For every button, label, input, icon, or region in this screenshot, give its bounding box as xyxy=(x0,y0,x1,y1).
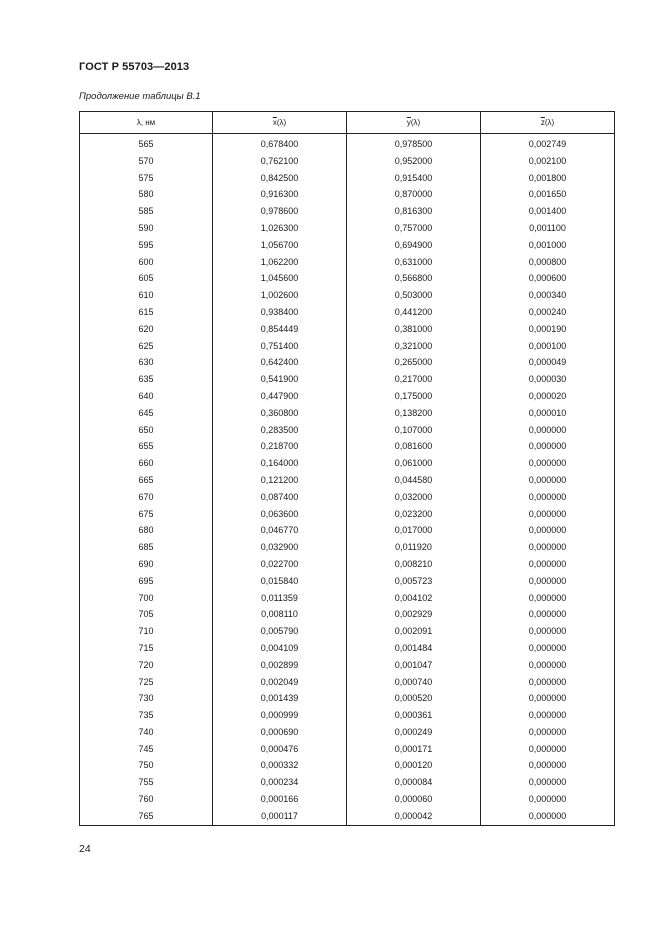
cell-y-bar: 0,000084 xyxy=(347,774,481,791)
table-row xyxy=(80,254,615,271)
cell-wavelength: 690 xyxy=(80,556,213,573)
cell-y-bar: 0,017000 xyxy=(347,522,481,539)
cell-x-bar: 0,015840 xyxy=(213,573,347,590)
cell-x-bar: 0,000117 xyxy=(213,808,347,825)
cell-wavelength: 745 xyxy=(80,741,213,758)
cell-wavelength: 660 xyxy=(80,455,213,472)
cell-z-bar: 0,000000 xyxy=(481,791,615,808)
col-header-z xyxy=(481,112,615,134)
table-row xyxy=(80,237,615,254)
cell-z-bar: 0,000000 xyxy=(481,657,615,674)
cell-y-bar: 0,008210 xyxy=(347,556,481,573)
cell-z-bar: 0,000000 xyxy=(481,522,615,539)
cell-wavelength: 725 xyxy=(80,674,213,691)
table-body xyxy=(80,134,615,826)
cell-y-bar: 0,002091 xyxy=(347,623,481,640)
col-header-x-symbol: $\overline{x}$ xyxy=(272,118,277,127)
cell-y-bar: 0,816300 xyxy=(347,203,481,220)
table-row xyxy=(80,573,615,590)
cell-x-bar: 1,062200 xyxy=(213,254,347,271)
cell-y-bar: 0,004102 xyxy=(347,590,481,607)
table-header-row xyxy=(80,112,615,134)
cell-x-bar: 0,000332 xyxy=(213,757,347,774)
cell-z-bar: 0,000000 xyxy=(481,539,615,556)
cell-y-bar: 0,000249 xyxy=(347,724,481,741)
cell-z-bar: 0,000000 xyxy=(481,455,615,472)
cell-wavelength: 655 xyxy=(80,438,213,455)
cell-y-bar: 0,000740 xyxy=(347,674,481,691)
cell-y-bar: 0,694900 xyxy=(347,237,481,254)
table-row xyxy=(80,707,615,724)
cell-y-bar: 0,217000 xyxy=(347,371,481,388)
cell-wavelength: 570 xyxy=(80,153,213,170)
cell-wavelength: 670 xyxy=(80,489,213,506)
cell-wavelength: 590 xyxy=(80,220,213,237)
cell-x-bar: 1,002600 xyxy=(213,287,347,304)
table-row xyxy=(80,590,615,607)
cell-x-bar: 0,001439 xyxy=(213,690,347,707)
cell-wavelength: 610 xyxy=(80,287,213,304)
table-row xyxy=(80,741,615,758)
cell-x-bar: 1,045600 xyxy=(213,270,347,287)
cell-y-bar: 0,978500 xyxy=(347,134,481,153)
cell-x-bar: 0,978600 xyxy=(213,203,347,220)
cell-y-bar: 0,000042 xyxy=(347,808,481,825)
cell-x-bar: 0,842500 xyxy=(213,170,347,187)
cell-x-bar: 0,004109 xyxy=(213,640,347,657)
cell-y-bar: 0,032000 xyxy=(347,489,481,506)
cell-z-bar: 0,000030 xyxy=(481,371,615,388)
cell-y-bar: 0,002929 xyxy=(347,606,481,623)
cell-x-bar: 0,938400 xyxy=(213,304,347,321)
col-header-z-arg: (λ) xyxy=(544,118,555,127)
cell-z-bar: 0,000000 xyxy=(481,472,615,489)
cell-wavelength: 575 xyxy=(80,170,213,187)
cell-z-bar: 0,002100 xyxy=(481,153,615,170)
cell-y-bar: 0,107000 xyxy=(347,422,481,439)
cell-x-bar: 0,087400 xyxy=(213,489,347,506)
cell-z-bar: 0,000010 xyxy=(481,405,615,422)
col-header-y xyxy=(347,112,481,134)
cell-x-bar: 0,008110 xyxy=(213,606,347,623)
cell-x-bar: 0,854449 xyxy=(213,321,347,338)
cell-y-bar: 0,503000 xyxy=(347,287,481,304)
cell-x-bar: 0,642400 xyxy=(213,354,347,371)
cell-x-bar: 0,063600 xyxy=(213,506,347,523)
cell-y-bar: 0,757000 xyxy=(347,220,481,237)
table-row xyxy=(80,757,615,774)
table-row xyxy=(80,455,615,472)
table-row xyxy=(80,539,615,556)
table-row xyxy=(80,657,615,674)
table-row xyxy=(80,422,615,439)
document-standard-title: ГОСТ Р 55703—2013 xyxy=(79,61,190,73)
cell-x-bar: 0,002049 xyxy=(213,674,347,691)
col-header-x-arg: (λ) xyxy=(276,118,287,127)
table-row xyxy=(80,556,615,573)
cell-x-bar: 1,056700 xyxy=(213,237,347,254)
cell-z-bar: 0,000000 xyxy=(481,674,615,691)
cell-wavelength: 715 xyxy=(80,640,213,657)
cie-color-matching-table xyxy=(79,111,615,826)
cell-wavelength: 620 xyxy=(80,321,213,338)
cell-wavelength: 600 xyxy=(80,254,213,271)
cell-wavelength: 615 xyxy=(80,304,213,321)
cell-y-bar: 0,138200 xyxy=(347,405,481,422)
cell-x-bar: 0,678400 xyxy=(213,134,347,153)
cell-wavelength: 565 xyxy=(80,134,213,153)
cell-wavelength: 585 xyxy=(80,203,213,220)
cell-wavelength: 730 xyxy=(80,690,213,707)
cell-z-bar: 0,000340 xyxy=(481,287,615,304)
table-row xyxy=(80,606,615,623)
cell-z-bar: 0,000000 xyxy=(481,506,615,523)
cell-wavelength: 710 xyxy=(80,623,213,640)
cell-wavelength: 760 xyxy=(80,791,213,808)
table-row xyxy=(80,153,615,170)
cell-x-bar: 0,283500 xyxy=(213,422,347,439)
cell-x-bar: 0,218700 xyxy=(213,438,347,455)
cell-z-bar: 0,000000 xyxy=(481,590,615,607)
cell-z-bar: 0,001000 xyxy=(481,237,615,254)
cell-x-bar: 0,046770 xyxy=(213,522,347,539)
cell-wavelength: 680 xyxy=(80,522,213,539)
cell-wavelength: 740 xyxy=(80,724,213,741)
cell-y-bar: 0,044580 xyxy=(347,472,481,489)
cell-z-bar: 0,000000 xyxy=(481,757,615,774)
table-row xyxy=(80,287,615,304)
col-header-x xyxy=(213,112,347,134)
cell-x-bar: 0,032900 xyxy=(213,539,347,556)
cell-z-bar: 0,000000 xyxy=(481,774,615,791)
cell-z-bar: 0,001100 xyxy=(481,220,615,237)
cell-y-bar: 0,005723 xyxy=(347,573,481,590)
cell-z-bar: 0,001400 xyxy=(481,203,615,220)
cell-wavelength: 640 xyxy=(80,388,213,405)
cell-wavelength: 645 xyxy=(80,405,213,422)
table-row xyxy=(80,489,615,506)
cell-x-bar: 0,000999 xyxy=(213,707,347,724)
cell-x-bar: 0,005790 xyxy=(213,623,347,640)
cell-x-bar: 0,000690 xyxy=(213,724,347,741)
cell-y-bar: 0,631000 xyxy=(347,254,481,271)
cell-x-bar: 0,447900 xyxy=(213,388,347,405)
cell-wavelength: 735 xyxy=(80,707,213,724)
cell-x-bar: 0,541900 xyxy=(213,371,347,388)
cell-y-bar: 0,915400 xyxy=(347,170,481,187)
table-row xyxy=(80,506,615,523)
cell-x-bar: 0,000234 xyxy=(213,774,347,791)
table-row xyxy=(80,170,615,187)
cell-z-bar: 0,001800 xyxy=(481,170,615,187)
col-header-wavelength-label: λ, нм xyxy=(136,118,156,127)
cell-y-bar: 0,441200 xyxy=(347,304,481,321)
cell-wavelength: 755 xyxy=(80,774,213,791)
cell-y-bar: 0,000171 xyxy=(347,741,481,758)
cell-wavelength: 720 xyxy=(80,657,213,674)
table-row xyxy=(80,522,615,539)
cell-y-bar: 0,175000 xyxy=(347,388,481,405)
cell-y-bar: 0,381000 xyxy=(347,321,481,338)
table-row xyxy=(80,674,615,691)
cell-z-bar: 0,000000 xyxy=(481,556,615,573)
cell-z-bar: 0,000100 xyxy=(481,338,615,355)
cell-x-bar: 0,011359 xyxy=(213,590,347,607)
cell-z-bar: 0,001650 xyxy=(481,186,615,203)
cell-x-bar: 0,002899 xyxy=(213,657,347,674)
table-row xyxy=(80,690,615,707)
cell-z-bar: 0,000000 xyxy=(481,707,615,724)
col-header-wavelength xyxy=(80,112,213,134)
cell-x-bar: 0,360800 xyxy=(213,405,347,422)
cell-wavelength: 650 xyxy=(80,422,213,439)
cell-z-bar: 0,000000 xyxy=(481,623,615,640)
cell-y-bar: 0,321000 xyxy=(347,338,481,355)
cell-wavelength: 625 xyxy=(80,338,213,355)
cell-z-bar: 0,000240 xyxy=(481,304,615,321)
table-row xyxy=(80,623,615,640)
cell-x-bar: 0,762100 xyxy=(213,153,347,170)
table-row xyxy=(80,388,615,405)
cell-x-bar: 0,000166 xyxy=(213,791,347,808)
cell-z-bar: 0,000000 xyxy=(481,606,615,623)
cell-z-bar: 0,000000 xyxy=(481,741,615,758)
cell-wavelength: 685 xyxy=(80,539,213,556)
cell-y-bar: 0,000060 xyxy=(347,791,481,808)
cell-wavelength: 635 xyxy=(80,371,213,388)
table-row xyxy=(80,203,615,220)
cell-wavelength: 665 xyxy=(80,472,213,489)
table-row xyxy=(80,338,615,355)
cell-wavelength: 750 xyxy=(80,757,213,774)
cell-y-bar: 0,001484 xyxy=(347,640,481,657)
cell-y-bar: 0,023200 xyxy=(347,506,481,523)
cell-z-bar: 0,002749 xyxy=(481,134,615,153)
cell-z-bar: 0,000000 xyxy=(481,489,615,506)
cell-wavelength: 705 xyxy=(80,606,213,623)
cell-z-bar: 0,000049 xyxy=(481,354,615,371)
table-row xyxy=(80,791,615,808)
cell-y-bar: 0,000520 xyxy=(347,690,481,707)
cell-wavelength: 675 xyxy=(80,506,213,523)
cell-z-bar: 0,000020 xyxy=(481,388,615,405)
cell-z-bar: 0,000000 xyxy=(481,640,615,657)
cell-z-bar: 0,000000 xyxy=(481,438,615,455)
cell-wavelength: 630 xyxy=(80,354,213,371)
table-row xyxy=(80,321,615,338)
cell-z-bar: 0,000800 xyxy=(481,254,615,271)
page-number: 24 xyxy=(79,843,91,855)
cell-z-bar: 0,000000 xyxy=(481,808,615,825)
cell-y-bar: 0,870000 xyxy=(347,186,481,203)
cell-wavelength: 605 xyxy=(80,270,213,287)
cell-y-bar: 0,566800 xyxy=(347,270,481,287)
cell-wavelength: 580 xyxy=(80,186,213,203)
cell-z-bar: 0,000600 xyxy=(481,270,615,287)
cell-x-bar: 1,026300 xyxy=(213,220,347,237)
cell-z-bar: 0,000000 xyxy=(481,422,615,439)
table-caption: Продолжение таблицы В.1 xyxy=(79,91,201,102)
cell-z-bar: 0,000190 xyxy=(481,321,615,338)
table-row xyxy=(80,405,615,422)
cell-y-bar: 0,000361 xyxy=(347,707,481,724)
table-row xyxy=(80,220,615,237)
cell-y-bar: 0,000120 xyxy=(347,757,481,774)
col-header-y-arg: (λ) xyxy=(410,118,421,127)
cell-x-bar: 0,000476 xyxy=(213,741,347,758)
table-row xyxy=(80,186,615,203)
table-row xyxy=(80,640,615,657)
cell-x-bar: 0,022700 xyxy=(213,556,347,573)
table-row xyxy=(80,270,615,287)
col-header-z-symbol: $\overline{z}$ xyxy=(540,118,545,127)
table-row xyxy=(80,724,615,741)
table-row xyxy=(80,438,615,455)
cell-x-bar: 0,916300 xyxy=(213,186,347,203)
cell-wavelength: 695 xyxy=(80,573,213,590)
cell-z-bar: 0,000000 xyxy=(481,690,615,707)
table-row xyxy=(80,808,615,825)
cell-x-bar: 0,121200 xyxy=(213,472,347,489)
col-header-y-symbol: $\overline{y}$ xyxy=(406,118,411,127)
cell-x-bar: 0,751400 xyxy=(213,338,347,355)
cell-y-bar: 0,952000 xyxy=(347,153,481,170)
cell-y-bar: 0,011920 xyxy=(347,539,481,556)
table-row xyxy=(80,354,615,371)
cell-z-bar: 0,000000 xyxy=(481,724,615,741)
cell-wavelength: 700 xyxy=(80,590,213,607)
cell-wavelength: 765 xyxy=(80,808,213,825)
table-row xyxy=(80,134,615,153)
table-row xyxy=(80,371,615,388)
cell-y-bar: 0,001047 xyxy=(347,657,481,674)
cell-x-bar: 0,164000 xyxy=(213,455,347,472)
table-row xyxy=(80,472,615,489)
cell-y-bar: 0,081600 xyxy=(347,438,481,455)
cell-y-bar: 0,265000 xyxy=(347,354,481,371)
cell-y-bar: 0,061000 xyxy=(347,455,481,472)
table-row xyxy=(80,774,615,791)
cell-wavelength: 595 xyxy=(80,237,213,254)
cell-z-bar: 0,000000 xyxy=(481,573,615,590)
table-row xyxy=(80,304,615,321)
